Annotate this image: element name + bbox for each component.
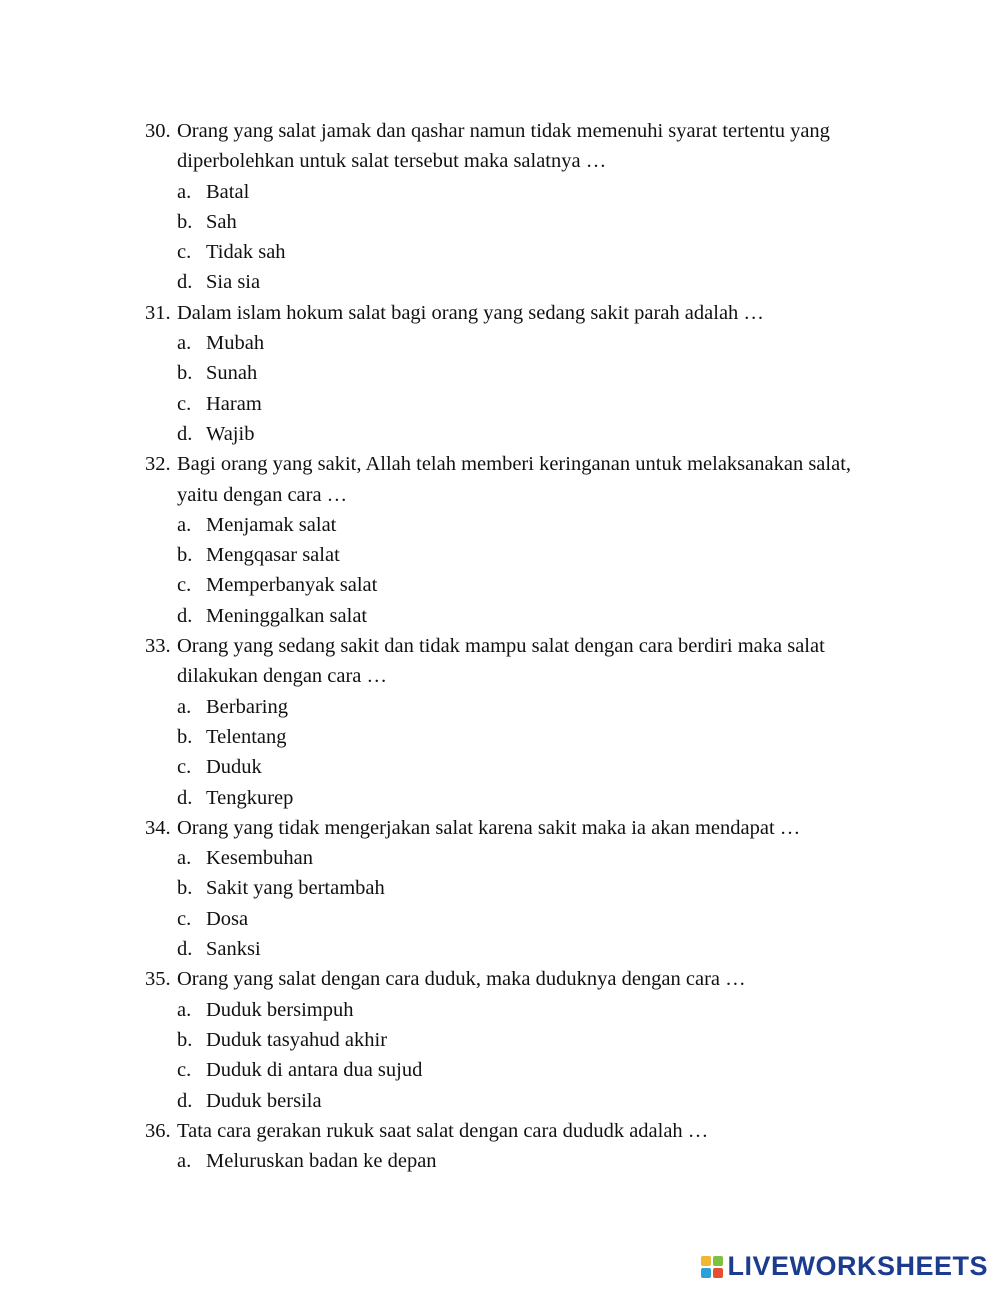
option-letter: a. [177,1150,192,1173]
question-prompt [145,1116,905,1146]
option-letter: d. [177,604,193,627]
question-32 [145,449,905,631]
answer-option[interactable] [145,1146,905,1176]
option-text: Meluruskan badan ke depan [206,1150,437,1173]
option-letter: b. [177,362,193,385]
question-prompt [145,964,905,994]
option-text: Memperbanyak salat [206,574,378,597]
option-text: Duduk tasyahud akhir [206,1028,388,1051]
question-number: 31. [145,301,171,324]
liveworksheets-logo-icon [701,1256,723,1278]
option-text: Duduk bersimpuh [206,998,354,1021]
option-text: Haram [206,392,262,415]
option-letter: c. [177,241,192,264]
answer-option[interactable] [145,1086,905,1116]
option-letter: d. [177,938,193,961]
answer-option[interactable] [145,752,905,782]
question-33 [145,631,905,813]
option-letter: c. [177,1059,192,1082]
option-text: Kesembuhan [206,847,314,870]
option-letter: d. [177,422,193,445]
option-text: Tidak sah [206,241,286,264]
option-text: Sunah [206,362,258,385]
option-letter: b. [177,725,193,748]
option-letter: a. [177,513,192,536]
option-text: Duduk di antara dua sujud [206,1059,423,1082]
question-number: 30. [145,120,171,142]
answer-option[interactable] [145,1055,905,1085]
option-letter: b. [177,877,193,900]
option-letter: d. [177,1089,193,1112]
option-text: Berbaring [206,695,288,718]
answer-option[interactable] [145,570,905,600]
option-text: Wajib [206,422,255,445]
answer-options [145,510,905,631]
answer-options [145,328,905,449]
option-letter: a. [177,180,192,203]
answer-option[interactable] [145,267,905,297]
logo-tile [701,1256,711,1266]
question-text: Orang yang salat dengan cara duduk, maka duduknya dengan cara … [177,968,746,991]
question-text: Dalam islam hokum salat bagi orang yang sedang sakit parah adalah … [177,301,764,324]
liveworksheets-logo [701,1251,988,1282]
question-prompt [145,298,905,328]
option-text: Duduk bersila [206,1089,322,1112]
answer-option[interactable] [145,843,905,873]
option-text: Menjamak salat [206,513,337,536]
option-letter: b. [177,1028,193,1051]
answer-option[interactable] [145,995,905,1025]
answer-option[interactable] [145,1025,905,1055]
option-text: Sia sia [206,271,261,294]
question-prompt [145,631,905,692]
logo-tile [701,1268,711,1278]
question-prompt [145,116,905,177]
option-letter: c. [177,574,192,597]
question-35 [145,964,905,1115]
option-text: Mengqasar salat [206,544,340,567]
question-prompt [145,813,905,843]
answer-option[interactable] [145,904,905,934]
option-letter: b. [177,544,193,567]
answer-option[interactable] [145,692,905,722]
option-text: Sakit yang bertambah [206,877,385,900]
option-text: Duduk [206,756,262,779]
option-text: Sanksi [206,938,261,961]
option-text: Meninggalkan salat [206,604,368,627]
option-text: Telentang [206,725,287,748]
question-31 [145,298,905,449]
option-text: Mubah [206,332,265,355]
answer-option[interactable] [145,540,905,570]
option-letter: d. [177,271,193,294]
brand-name: LIVEWORKSHEETS [727,1251,988,1281]
answer-option[interactable] [145,177,905,207]
question-text: Orang yang salat jamak dan qashar namun tidak memenuhi syarat tertentu yang diperbolehkan untuk salat tersebut maka salatnya … [177,120,830,173]
logo-tile [713,1256,723,1266]
answer-option[interactable] [145,722,905,752]
question-30 [145,116,905,298]
option-letter: a. [177,998,192,1021]
answer-options [145,177,905,298]
question-number: 33. [145,635,171,658]
option-text: Dosa [206,907,249,930]
question-number: 36. [145,1119,171,1142]
answer-option[interactable] [145,873,905,903]
option-text: Tengkurep [206,786,294,809]
answer-option[interactable] [145,783,905,813]
answer-option[interactable] [145,358,905,388]
answer-option[interactable] [145,510,905,540]
option-letter: c. [177,756,192,779]
question-text: Tata cara gerakan rukuk saat salat dengan cara dududk adalah … [177,1119,709,1142]
question-36 [145,1116,905,1177]
option-text: Sah [206,210,237,233]
question-text: Bagi orang yang sakit, Allah telah memberi keringanan untuk melaksanakan salat, yaitu dengan cara … [177,453,852,506]
answer-option[interactable] [145,328,905,358]
option-letter: a. [177,695,192,718]
option-letter: a. [177,332,192,355]
answer-options [145,995,905,1116]
option-text: Batal [206,180,250,203]
question-number: 35. [145,968,171,991]
question-34 [145,813,905,964]
option-letter: a. [177,847,192,870]
option-letter: b. [177,210,193,233]
question-number: 32. [145,453,171,476]
question-prompt [145,449,905,510]
answer-option[interactable] [145,934,905,964]
question-number: 34. [145,816,171,839]
option-letter: c. [177,392,192,415]
answer-options [145,1146,905,1176]
option-letter: c. [177,907,192,930]
answer-option[interactable] [145,389,905,419]
option-letter: d. [177,786,193,809]
answer-option[interactable] [145,601,905,631]
question-text: Orang yang tidak mengerjakan salat karena sakit maka ia akan mendapat … [177,816,801,839]
answer-options [145,843,905,964]
answer-option[interactable] [145,419,905,449]
logo-tile [713,1268,723,1278]
worksheet-questions [145,116,905,1176]
answer-options [145,692,905,813]
answer-option[interactable] [145,207,905,237]
question-text: Orang yang sedang sakit dan tidak mampu salat dengan cara berdiri maka salat dilakukan dengan cara … [177,635,825,688]
answer-option[interactable] [145,237,905,267]
